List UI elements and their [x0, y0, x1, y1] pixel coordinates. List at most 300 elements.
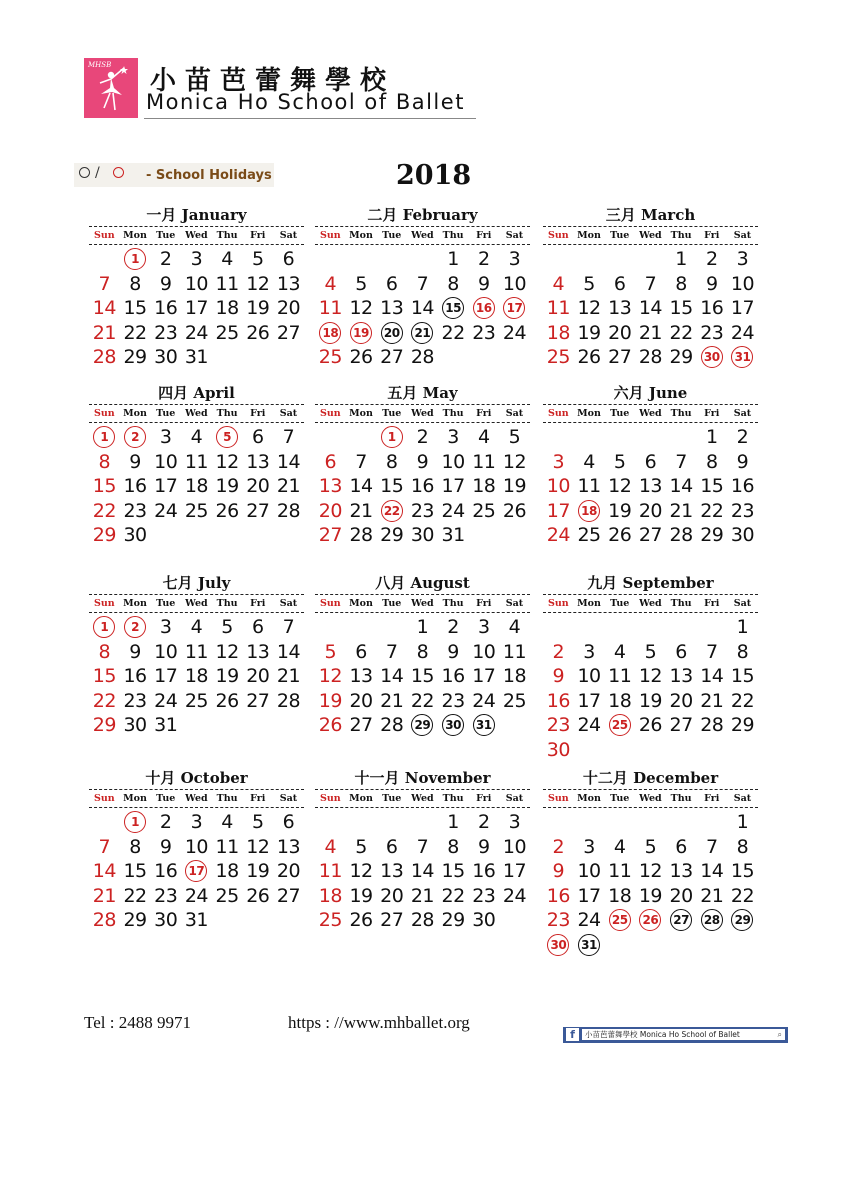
empty-cell: [89, 247, 120, 272]
day-number: 3: [508, 248, 521, 271]
weekday-label: Wed: [411, 230, 434, 241]
day-number: 2: [159, 248, 172, 271]
day-number: 20: [276, 297, 301, 320]
holiday-day: 21: [411, 322, 433, 344]
weekday-label: Mon: [349, 598, 373, 609]
day-number: 16: [700, 297, 724, 320]
day-number: 13: [349, 665, 373, 688]
day-number: 19: [608, 499, 632, 522]
day-number: 2: [552, 835, 565, 858]
day-number: 7: [416, 835, 429, 858]
day-number: 14: [92, 860, 116, 883]
day-number: 5: [355, 272, 367, 295]
day-number: 24: [184, 884, 208, 907]
day-number: 30: [123, 524, 147, 547]
facebook-search-field[interactable]: [582, 1029, 785, 1040]
day-number: 18: [546, 321, 570, 344]
day-number: 15: [669, 297, 693, 320]
holiday-day: 2: [124, 616, 146, 638]
month-title: [89, 383, 304, 403]
day-number: 20: [246, 665, 270, 688]
day-number: 29: [730, 714, 755, 737]
day-number: 8: [447, 835, 459, 858]
day-number: 15: [700, 475, 724, 498]
weekday-label: Sun: [548, 230, 569, 241]
day-number: 3: [583, 835, 595, 858]
day-number: 15: [92, 665, 116, 688]
weekday-label: Mon: [123, 408, 147, 419]
day-number: 24: [730, 321, 755, 344]
day-number: 30: [123, 714, 147, 737]
day-number: 9: [477, 272, 490, 295]
day-number: 9: [159, 272, 172, 295]
weekday-label: Tue: [382, 408, 402, 419]
day-number: 26: [246, 884, 270, 907]
empty-cell: [604, 247, 635, 272]
day-number: 6: [251, 616, 264, 639]
day-number: 10: [154, 640, 178, 663]
holiday-day: 29: [411, 714, 433, 736]
red-circle-icon: [113, 167, 124, 178]
day-number: 5: [221, 616, 233, 639]
day-number: 21: [92, 321, 116, 344]
weekday-label: Wed: [411, 598, 434, 609]
day-number: 25: [184, 499, 208, 522]
day-number: 12: [577, 297, 601, 320]
day-number: 4: [613, 835, 626, 858]
holiday-day: 1: [93, 426, 115, 448]
day-number: 20: [318, 499, 342, 522]
day-number: 29: [92, 524, 116, 547]
holiday-day: 25: [609, 714, 631, 736]
day-number: 10: [502, 835, 527, 858]
day-number: 23: [123, 689, 147, 712]
day-number: 8: [98, 450, 111, 473]
day-number: 15: [380, 475, 404, 498]
day-number: 15: [123, 297, 147, 320]
weekday-label: Mon: [349, 230, 373, 241]
day-number: 12: [246, 835, 270, 858]
telephone: Tel : 2488 9971: [84, 1013, 191, 1032]
day-number: 24: [441, 499, 465, 522]
day-number: 26: [638, 714, 662, 737]
day-number: 6: [675, 640, 687, 663]
day-number: 17: [577, 884, 601, 907]
weekday-label: Sat: [279, 598, 298, 609]
day-number: 27: [276, 321, 301, 344]
day-number: 5: [644, 835, 657, 858]
weekday-label: Sun: [548, 598, 569, 609]
day-number: 15: [441, 860, 465, 883]
day-number: 20: [669, 884, 693, 907]
weekday-label: Fri: [476, 793, 492, 804]
day-number: 2: [447, 616, 459, 639]
day-number: 25: [215, 884, 239, 907]
day-number: 17: [184, 297, 208, 320]
month-name-chinese: 十二月: [582, 769, 628, 787]
day-number: 15: [730, 665, 755, 688]
month-title: [543, 205, 758, 225]
weekday-label: Wed: [185, 598, 208, 609]
day-number: 18: [215, 297, 239, 320]
day-number: 29: [123, 346, 147, 369]
month-november: [315, 768, 530, 933]
month-title: [315, 573, 530, 593]
holiday-day: 30: [442, 714, 464, 736]
day-number: 21: [700, 689, 724, 712]
day-number: 19: [246, 297, 270, 320]
day-number: 19: [638, 884, 662, 907]
weekday-label: Mon: [349, 793, 373, 804]
day-number: 3: [583, 640, 595, 663]
day-number: 17: [472, 665, 496, 688]
month-september: [543, 573, 758, 762]
empty-cell: [635, 425, 666, 450]
weekday-label: Mon: [123, 598, 147, 609]
logo-tag: MHSB: [88, 61, 112, 69]
day-number: 20: [246, 475, 270, 498]
weekday-label: Thu: [216, 408, 238, 419]
day-number: 11: [608, 860, 632, 883]
day-number: 23: [441, 689, 465, 712]
holiday-day: 17: [185, 860, 207, 882]
holiday-day: 30: [701, 346, 723, 368]
day-number: 5: [324, 640, 337, 663]
empty-cell: [666, 425, 697, 450]
weekday-label: Thu: [216, 230, 238, 241]
day-number: 30: [154, 909, 178, 932]
weekday-header: [543, 404, 758, 423]
day-number: 16: [123, 665, 147, 688]
month-name-chinese: 八月: [375, 574, 406, 592]
day-number: 1: [675, 248, 687, 271]
weekday-label: Wed: [639, 598, 662, 609]
day-number: 6: [385, 272, 398, 295]
day-number: 8: [675, 272, 687, 295]
day-number: 11: [546, 297, 570, 320]
day-number: 6: [613, 272, 626, 295]
day-number: 13: [669, 860, 693, 883]
day-number: 4: [190, 616, 203, 639]
month-name-english: March: [640, 206, 696, 224]
day-number: 3: [190, 811, 203, 834]
day-number: 7: [355, 450, 367, 473]
day-number: 21: [380, 689, 404, 712]
holiday-day: 27: [670, 909, 692, 931]
day-number: 22: [441, 321, 465, 344]
day-number: 12: [349, 297, 373, 320]
day-number: 23: [410, 499, 434, 522]
day-number: 24: [472, 689, 496, 712]
website-link[interactable]: https : //www.mhballet.org: [288, 1013, 470, 1032]
school-name-chinese: 小苗芭蕾舞學校: [150, 66, 396, 96]
weekday-label: Tue: [156, 230, 176, 241]
day-number: 13: [669, 665, 693, 688]
day-number: 17: [730, 297, 755, 320]
day-number: 7: [705, 835, 718, 858]
month-name-english: June: [648, 384, 688, 402]
day-number: 23: [546, 714, 570, 737]
day-number: 7: [98, 272, 111, 295]
empty-cell: [315, 810, 346, 835]
day-number: 3: [159, 426, 172, 449]
day-number: 11: [608, 665, 632, 688]
month-name-chinese: 十一月: [354, 769, 400, 787]
day-number: 19: [246, 860, 270, 883]
logo-underline: [144, 118, 476, 119]
day-number: 4: [324, 272, 337, 295]
day-number: 26: [502, 499, 527, 522]
weekday-label: Tue: [156, 793, 176, 804]
day-number: 26: [215, 689, 239, 712]
weekday-label: Sat: [505, 230, 524, 241]
day-number: 4: [552, 272, 565, 295]
holiday-day: 29: [731, 909, 753, 931]
day-number: 19: [215, 475, 239, 498]
weekday-label: Sat: [733, 408, 752, 419]
day-number: 11: [318, 297, 342, 320]
weekday-label: Mon: [123, 230, 147, 241]
day-number: 21: [410, 884, 434, 907]
day-number: 30: [154, 346, 178, 369]
day-number: 7: [416, 272, 429, 295]
holiday-day: 31: [731, 346, 753, 368]
day-number: 26: [577, 346, 601, 369]
school-name-english: Monica Ho School of Ballet: [146, 90, 465, 114]
day-number: 6: [355, 640, 367, 663]
month-april: [89, 383, 304, 548]
weekday-label: Thu: [216, 793, 238, 804]
day-number: 7: [675, 450, 687, 473]
day-number: 1: [736, 616, 749, 639]
holiday-day: 15: [442, 297, 464, 319]
month-title: [89, 768, 304, 788]
empty-cell: [346, 247, 377, 272]
day-number: 24: [546, 524, 570, 547]
holiday-day: 17: [503, 297, 525, 319]
holiday-day: 20: [381, 322, 403, 344]
weekday-label: Sun: [548, 408, 569, 419]
holiday-day: 1: [381, 426, 403, 448]
day-number: 20: [380, 884, 404, 907]
day-number: 11: [184, 450, 208, 473]
weekday-label: Fri: [250, 598, 266, 609]
weekday-label: Fri: [250, 230, 266, 241]
weekday-label: Sat: [279, 408, 298, 419]
day-number: 27: [608, 346, 632, 369]
day-number: 14: [638, 297, 662, 320]
day-number: 27: [669, 714, 693, 737]
holiday-day: 31: [473, 714, 495, 736]
holiday-day: 2: [124, 426, 146, 448]
day-number: 3: [447, 426, 459, 449]
day-number: 5: [251, 248, 264, 271]
day-number: 18: [472, 475, 496, 498]
day-number: 13: [246, 450, 270, 473]
empty-cell: [604, 810, 635, 835]
holiday-legend: [74, 163, 274, 187]
weekday-label: Sat: [733, 793, 752, 804]
day-number: 13: [246, 640, 270, 663]
day-grid: [89, 810, 304, 933]
day-number: 7: [644, 272, 657, 295]
day-number: 23: [154, 884, 178, 907]
day-number: 20: [669, 689, 693, 712]
day-grid: [543, 615, 758, 762]
day-number: 29: [700, 524, 724, 547]
weekday-header: [89, 594, 304, 613]
day-number: 14: [700, 860, 724, 883]
day-number: 2: [736, 426, 749, 449]
day-number: 12: [638, 860, 662, 883]
day-number: 24: [502, 321, 527, 344]
day-number: 22: [123, 884, 147, 907]
weekday-label: Mon: [577, 408, 601, 419]
day-number: 12: [608, 475, 632, 498]
day-number: 10: [472, 640, 496, 663]
day-number: 12: [215, 640, 239, 663]
holiday-day: 18: [319, 322, 341, 344]
day-number: 23: [730, 499, 755, 522]
day-number: 29: [123, 909, 147, 932]
weekday-label: Sat: [279, 793, 298, 804]
weekday-label: Wed: [639, 793, 662, 804]
facebook-search-bar[interactable]: [563, 1027, 788, 1043]
day-number: 18: [318, 884, 342, 907]
day-number: 28: [276, 499, 301, 522]
empty-cell: [407, 810, 438, 835]
day-grid: [315, 615, 530, 738]
day-number: 24: [577, 909, 601, 932]
weekday-label: Sat: [505, 793, 524, 804]
month-march: [543, 205, 758, 370]
day-number: 22: [92, 499, 116, 522]
holiday-day: 26: [639, 909, 661, 931]
day-number: 28: [410, 909, 434, 932]
day-number: 26: [215, 499, 239, 522]
day-number: 8: [129, 835, 141, 858]
day-number: 12: [349, 860, 373, 883]
weekday-label: Sun: [320, 230, 341, 241]
day-number: 16: [154, 297, 178, 320]
day-number: 9: [447, 640, 459, 663]
weekday-header: [315, 789, 530, 808]
weekday-label: Mon: [577, 793, 601, 804]
weekday-header: [543, 789, 758, 808]
school-logo: [84, 58, 138, 118]
holiday-day: 18: [578, 500, 600, 522]
month-may: [315, 383, 530, 548]
weekday-label: Fri: [704, 408, 720, 419]
facebook-icon: f: [566, 1028, 579, 1041]
day-number: 11: [472, 450, 496, 473]
holiday-day: 22: [381, 500, 403, 522]
day-grid: [543, 810, 758, 957]
day-number: 1: [705, 426, 718, 449]
weekday-label: Fri: [704, 598, 720, 609]
day-number: 21: [700, 884, 724, 907]
day-number: 5: [355, 835, 367, 858]
day-number: 23: [546, 909, 570, 932]
day-number: 13: [638, 475, 662, 498]
day-number: 13: [318, 475, 342, 498]
day-number: 3: [736, 248, 749, 271]
weekday-label: Sun: [94, 598, 115, 609]
weekday-label: Mon: [577, 598, 601, 609]
month-july: [89, 573, 304, 738]
day-number: 28: [380, 714, 404, 737]
day-number: 14: [349, 475, 373, 498]
day-number: 21: [669, 499, 693, 522]
day-number: 19: [638, 689, 662, 712]
day-number: 1: [447, 248, 459, 271]
day-number: 6: [644, 450, 657, 473]
day-number: 16: [472, 860, 496, 883]
day-number: 25: [472, 499, 496, 522]
day-number: 4: [583, 450, 595, 473]
month-name-chinese: 九月: [587, 574, 618, 592]
weekday-label: Fri: [250, 408, 266, 419]
weekday-label: Mon: [577, 230, 601, 241]
month-title: [315, 383, 530, 403]
day-number: 27: [380, 346, 404, 369]
day-grid: [89, 425, 304, 548]
empty-cell: [574, 247, 605, 272]
day-number: 4: [477, 426, 490, 449]
weekday-header: [543, 226, 758, 245]
day-number: 12: [318, 665, 342, 688]
day-number: 10: [730, 272, 755, 295]
day-number: 11: [577, 475, 601, 498]
weekday-label: Wed: [411, 793, 434, 804]
month-name-chinese: 一月: [146, 206, 177, 224]
day-number: 22: [730, 884, 755, 907]
empty-cell: [604, 425, 635, 450]
day-number: 25: [215, 321, 239, 344]
day-number: 10: [577, 860, 601, 883]
day-number: 2: [159, 811, 172, 834]
weekday-label: Thu: [442, 408, 464, 419]
day-number: 14: [410, 860, 434, 883]
day-number: 5: [508, 426, 521, 449]
day-grid: [89, 615, 304, 738]
day-number: 21: [276, 475, 301, 498]
day-number: 9: [552, 860, 565, 883]
empty-cell: [543, 615, 574, 640]
day-number: 9: [159, 835, 172, 858]
day-number: 8: [385, 450, 398, 473]
weekday-header: [89, 404, 304, 423]
day-number: 28: [669, 524, 693, 547]
day-number: 3: [508, 811, 521, 834]
day-number: 17: [577, 689, 601, 712]
day-number: 31: [184, 346, 208, 369]
empty-cell: [543, 247, 574, 272]
month-name-chinese: 三月: [605, 206, 636, 224]
day-number: 6: [282, 811, 295, 834]
day-number: 28: [349, 524, 373, 547]
weekday-label: Sat: [279, 230, 298, 241]
month-january: [89, 205, 304, 370]
day-number: 30: [410, 524, 434, 547]
day-number: 18: [215, 860, 239, 883]
day-number: 25: [502, 689, 527, 712]
day-number: 16: [410, 475, 434, 498]
ballerina-icon: [84, 58, 138, 118]
weekday-label: Tue: [156, 408, 176, 419]
day-number: 4: [508, 616, 521, 639]
day-number: 28: [638, 346, 662, 369]
